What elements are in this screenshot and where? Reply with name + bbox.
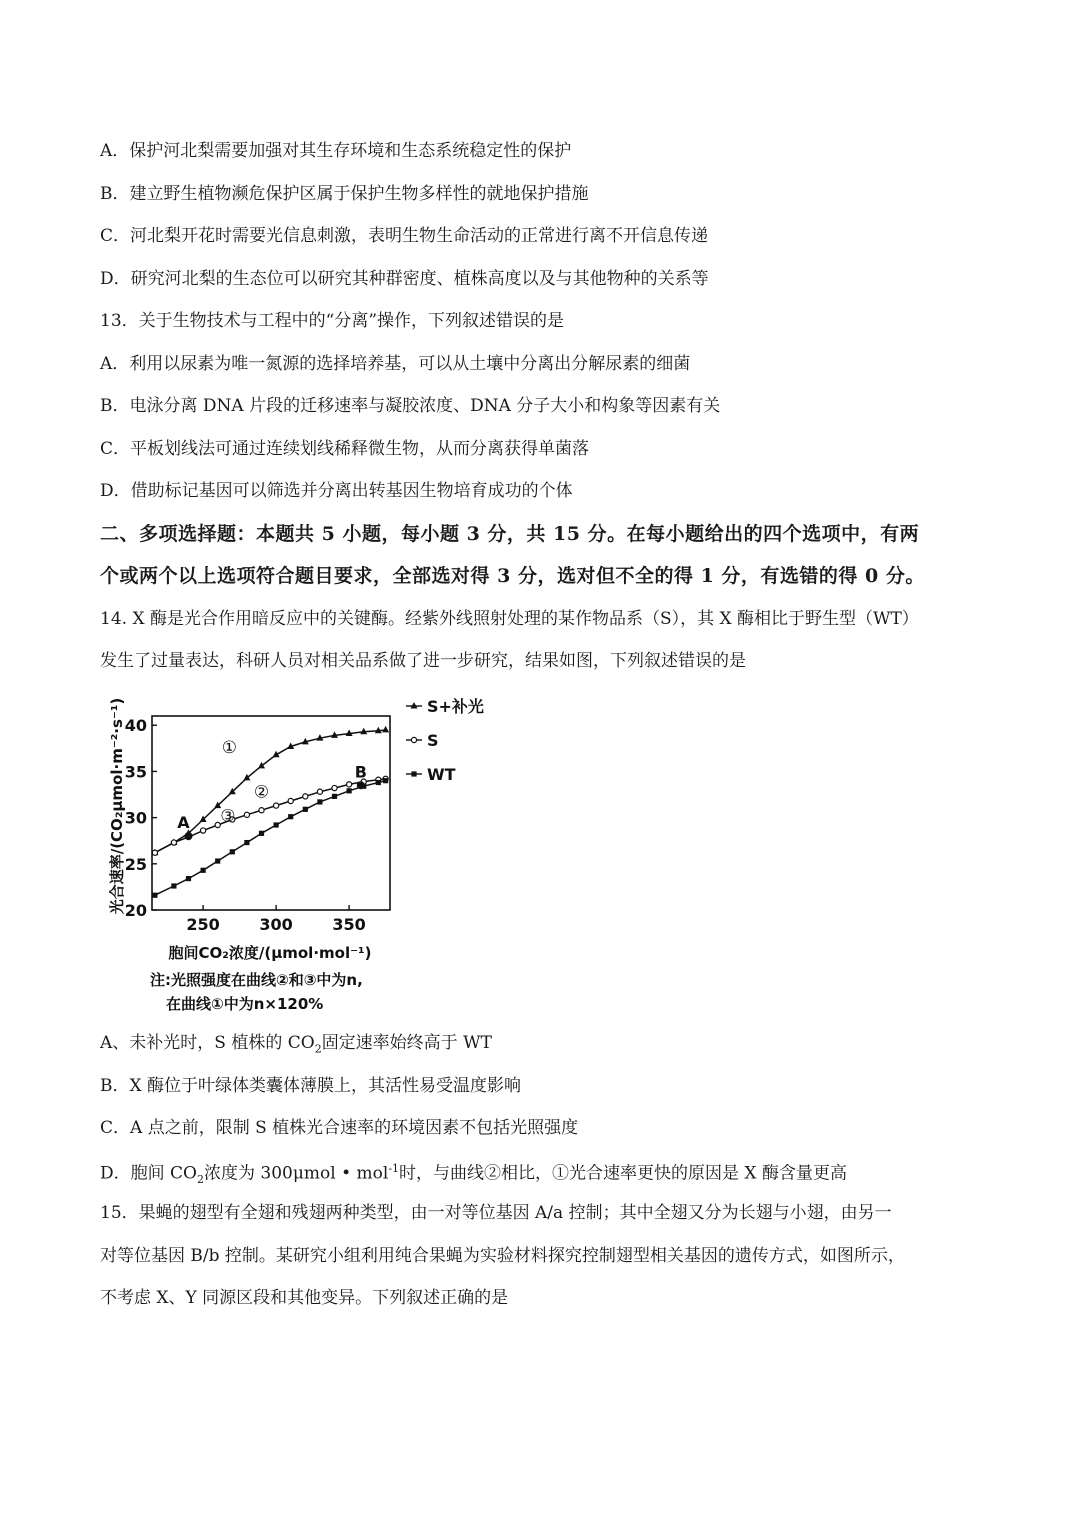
q14-option-d-sup: -1 (388, 1162, 400, 1175)
q12-option-a: A．保护河北梨需要加强对其生存环境和生态系统稳定性的保护 (100, 141, 572, 161)
chart-xlabel: 胞间CO₂浓度/(μmol·mol⁻¹) (168, 944, 372, 962)
chart-point-2 (259, 831, 264, 836)
chart-point-1 (332, 785, 337, 790)
q12-option-d: D．研究河北梨的生态位可以研究其种群密度、植株高度以及与其他物种的关系等 (100, 269, 709, 289)
chart-point-0 (382, 726, 389, 733)
chart-key-point-label: A (177, 813, 190, 833)
q13-option-b: B．电泳分离 DNA 片段的迁移速率与凝胶浓度、DNA 分子大小和构象等因素有关 (100, 396, 721, 416)
chart-curve-label: ③ (220, 806, 236, 827)
chart-curve-label: ② (253, 782, 270, 803)
q14-option-d-post: 时，与曲线②相比，①光合速率更快的原因是 X 酶含量更高 (399, 1163, 847, 1184)
chart-ytick-label: 30 (124, 808, 147, 828)
chart-point-2 (186, 876, 191, 881)
chart-point-2 (171, 883, 176, 888)
chart-point-1 (171, 840, 176, 845)
q12-option-b: B．建立野生植物濒危保护区属于保护生物多样性的就地保护措施 (100, 184, 589, 204)
q14-option-b: B．X 酶位于叶绿体类囊体薄膜上，其活性易受温度影响 (100, 1076, 521, 1096)
chart-legend-marker (411, 737, 416, 742)
chart-legend-marker (411, 702, 418, 709)
chart-note-line1: 注:光照强度在曲线②和③中为n, (150, 971, 363, 989)
chart-point-0 (258, 762, 265, 769)
q15-stem-line2: 对等位基因 B/b 控制。某研究小组利用纯合果蝇为实验材料探究控制翅型相关基因的遗传方式，如图所示， (100, 1246, 905, 1266)
q15-stem-line3: 不考虑 X、Y 同源区段和其他变异。下列叙述正确的是 (100, 1288, 509, 1308)
chart-point-0 (243, 774, 250, 781)
chart-key-point (185, 832, 193, 840)
chart-point-1 (152, 850, 157, 855)
chart-point-2 (347, 788, 352, 793)
chart-point-2 (152, 893, 157, 898)
q14-stem-line2: 发生了过量表达，科研人员对相关品系做了进一步研究，结果如图，下列叙述错误的是 (100, 651, 746, 671)
q14-stem-line1: 14. X 酶是光合作用暗反应中的关键酶。经紫外线照射处理的某作物品系（S），其 X 酶相比于野生型（WT） (100, 609, 919, 629)
chart-xtick-label: 300 (259, 915, 293, 934)
q13-option-a: A．利用以尿素为唯一氮源的选择培养基，可以从土壤中分离出分解尿素的细菌 (100, 354, 691, 374)
chart-point-1 (201, 828, 206, 833)
chart-note-line2: 在曲线①中为n×120% (166, 995, 324, 1013)
chart-point-1 (317, 789, 322, 794)
q14-option-a-post: 固定速率始终高于 WT (321, 1033, 492, 1053)
q14-option-a (100, 1035, 492, 1054)
q14-option-c: C．A 点之前，限制 S 植株光合速率的环境因素不包括光照强度 (100, 1118, 579, 1138)
chart-xtick-label: 350 (332, 915, 366, 934)
q14-option-d-pre: D．胞间 CO (100, 1163, 197, 1184)
chart-legend-label: S+补光 (427, 697, 484, 716)
q14-option-a-pre: A、未补光时，S 植株的 CO (100, 1033, 315, 1053)
section2-heading-line1: 二、多项选择题：本题共 5 小题，每小题 3 分，共 15 分。在每小题给出的四个选项中，有两 (100, 523, 920, 545)
chart-point-1 (244, 812, 249, 817)
chart-point-2 (230, 849, 235, 854)
chart-point-2 (244, 840, 249, 845)
chart-legend-marker (411, 771, 416, 776)
chart-point-1 (347, 782, 352, 787)
section2-heading-line2: 个或两个以上选项符合题目要求，全部选对得 3 分，选对但不全的得 1 分，有选错的得 0 分。 (100, 565, 925, 587)
chart-legend-label: S (427, 731, 439, 750)
chart-xtick-label: 250 (186, 915, 220, 934)
chart-curve-label: ① (221, 737, 238, 758)
q14-option-d-mid: 浓度为 300μmol • mol (203, 1163, 389, 1184)
chart-point-2 (215, 858, 220, 863)
q15-stem-line1: 15．果蝇的翅型有全翅和残翅两种类型，由一对等位基因 A/a 控制；其中全翅又分为长翅与小翅，由另一 (100, 1203, 892, 1223)
q14-option-d-sub: 2 (196, 1173, 204, 1187)
chart-legend-label: WT (427, 765, 456, 784)
chart-point-2 (303, 807, 308, 812)
chart-point-1 (259, 808, 264, 813)
chart-point-2 (288, 814, 293, 819)
chart-ytick-label: 40 (124, 716, 147, 736)
chart-point-2 (201, 868, 206, 873)
chart-key-point-label: B (354, 762, 367, 782)
chart-point-1 (274, 803, 279, 808)
q13-option-c: C．平板划线法可通过连续划线稀释微生物，从而分离获得单菌落 (100, 439, 590, 459)
q14-option-a-sub: 2 (314, 1042, 322, 1056)
chart-point-2 (274, 822, 279, 827)
chart-point-2 (317, 799, 322, 804)
chart-point-2 (376, 780, 381, 785)
photosynthesis-chart (100, 688, 490, 1018)
chart-point-1 (288, 798, 293, 803)
q13-stem: 13．关于生物技术与工程中的“分离”操作，下列叙述错误的是 (100, 311, 565, 331)
chart-ytick-label: 25 (124, 854, 147, 874)
chart-key-point (357, 781, 365, 789)
chart-ytick-label: 35 (124, 762, 147, 782)
chart-point-2 (332, 794, 337, 799)
q13-option-d: D．借助标记基因可以筛选并分离出转基因生物培育成功的个体 (100, 481, 573, 501)
chart-ylabel: 光合速率/(CO₂μmol·m⁻²·s⁻¹) (108, 697, 126, 915)
chart-point-2 (383, 778, 388, 783)
chart-ytick-label: 20 (124, 901, 147, 920)
q14-option-d (100, 1163, 847, 1185)
q12-option-c: C．河北梨开花时需要光信息刺激，表明生物生命活动的正常进行离不开信息传递 (100, 226, 709, 246)
chart-point-1 (303, 794, 308, 799)
